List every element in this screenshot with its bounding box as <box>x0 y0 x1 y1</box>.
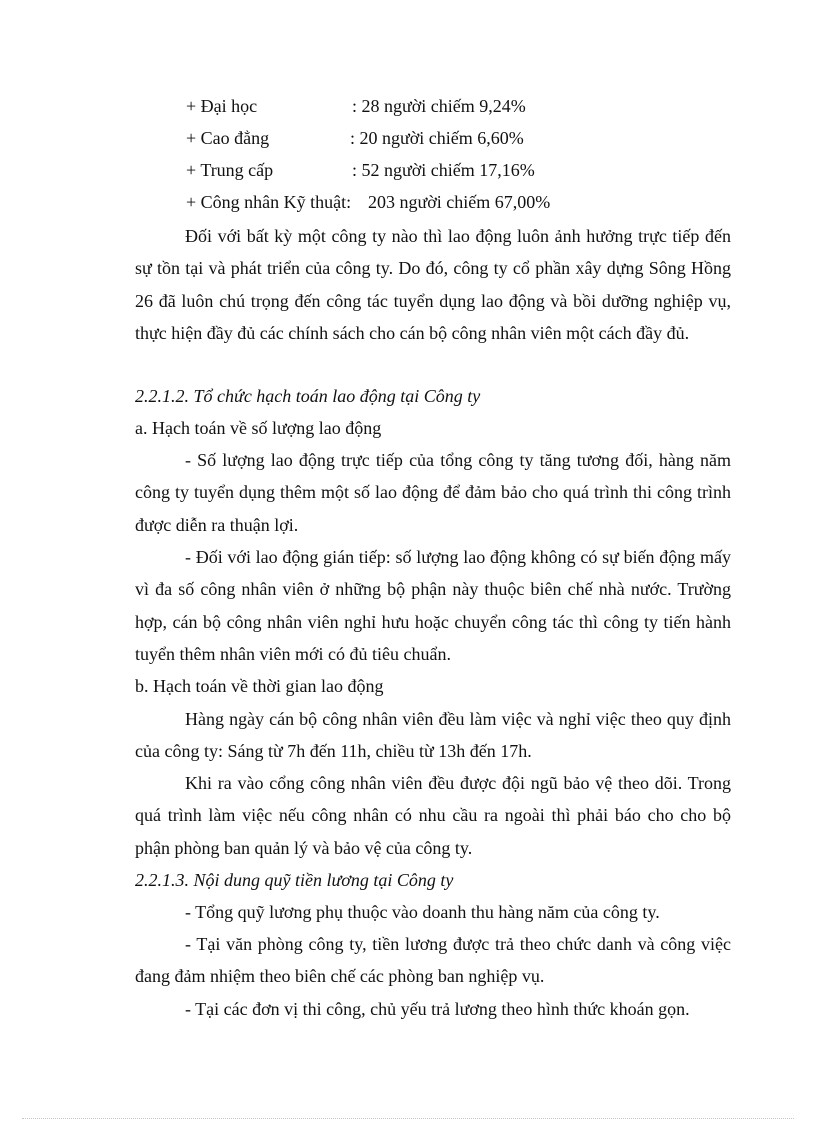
intro-paragraph-text: Đối với bất kỳ một công ty nào thì lao động luôn ảnh hưởng trực tiếp đến sự tồn tại và phát triển của công ty. Do đó, công ty cổ phần xây dựng Sông Hồng 26 đã luôn chú trọng đến công tác tuyển dụng lao động và bồi dưỡng nghiệp vụ, thực hiện đầy đủ các chính sách cho cán bộ công nhân viên một cách đầy đủ. <box>135 226 731 344</box>
paragraph-b1-text: Hàng ngày cán bộ công nhân viên đều làm việc và nghỉ việc theo quy định của công ty: Sáng từ 7h đến 11h, chiều từ 13h đến 17h. <box>135 709 731 762</box>
paragraph-c2-text: - Tại văn phòng công ty, tiền lương được trả theo chức danh và công việc đang đảm nhiệm theo biên chế các phòng ban nghiệp vụ. <box>135 934 731 987</box>
paragraph-c3 <box>135 993 731 1025</box>
stat-label: + Công nhân Kỹ thuật: <box>186 192 352 212</box>
stat-value: : 52 người chiếm 17,16% <box>352 160 535 180</box>
paragraph-a2 <box>135 541 731 671</box>
paragraph-a2-text: - Đối với lao động gián tiếp: số lượng lao động không có sự biến động mấy vì đa số công nhân viên ở những bộ phận này thuộc biên chế nhà nước. Trường hợp, cán bộ công nhân viên nghỉ hưu hoặc chuyển công tác thì công ty tiến hành tuyển thêm nhân viên mới có đủ tiêu chuẩn. <box>135 547 731 665</box>
stat-label: + Đại học <box>186 96 258 116</box>
stat-value: : 20 người chiếm 6,60% <box>350 128 524 148</box>
stat-label: + Cao đẳng <box>186 128 270 148</box>
paragraph-a1-text: - Số lượng lao động trực tiếp của tổng công ty tăng tương đối, hàng năm công ty tuyển dụng thêm một số lao động để đảm bảo cho quá trình thi công trình được diễn ra thuận lợi. <box>135 450 731 535</box>
section-heading: 2.2.1.2. Tổ chức hạch toán lao động tại Công ty <box>135 386 481 406</box>
paragraph-b1 <box>135 703 731 768</box>
intro-paragraph <box>135 220 731 350</box>
paragraph-c1-text: - Tổng quỹ lương phụ thuộc vào doanh thu hàng năm của công ty. <box>185 902 660 922</box>
subsection-heading-b: b. Hạch toán về thời gian lao động <box>135 676 384 696</box>
subsection-heading-a: a. Hạch toán về số lượng lao động <box>135 418 382 438</box>
paragraph-c2 <box>135 928 731 993</box>
stat-label: + Trung cấp <box>186 160 274 180</box>
page-bottom-rule <box>22 1118 794 1119</box>
paragraph-c1 <box>135 896 731 928</box>
paragraph-b2 <box>135 767 731 864</box>
stat-value: 203 người chiếm 67,00% <box>368 192 551 212</box>
paragraph-b2-text: Khi ra vào cổng công nhân viên đều được đội ngũ bảo vệ theo dõi. Trong quá trình làm việc nếu công nhân có nhu cầu ra ngoài thì phải báo cho cho bộ phận phòng ban quản lý và bảo vệ của công ty. <box>135 773 731 858</box>
section-heading: 2.2.1.3. Nội dung quỹ tiền lương tại Công ty <box>135 870 454 890</box>
stat-value: : 28 người chiếm 9,24% <box>352 96 526 116</box>
paragraph-a1 <box>135 444 731 541</box>
paragraph-c3-text: - Tại các đơn vị thi công, chủ yếu trả lương theo hình thức khoán gọn. <box>185 999 690 1019</box>
